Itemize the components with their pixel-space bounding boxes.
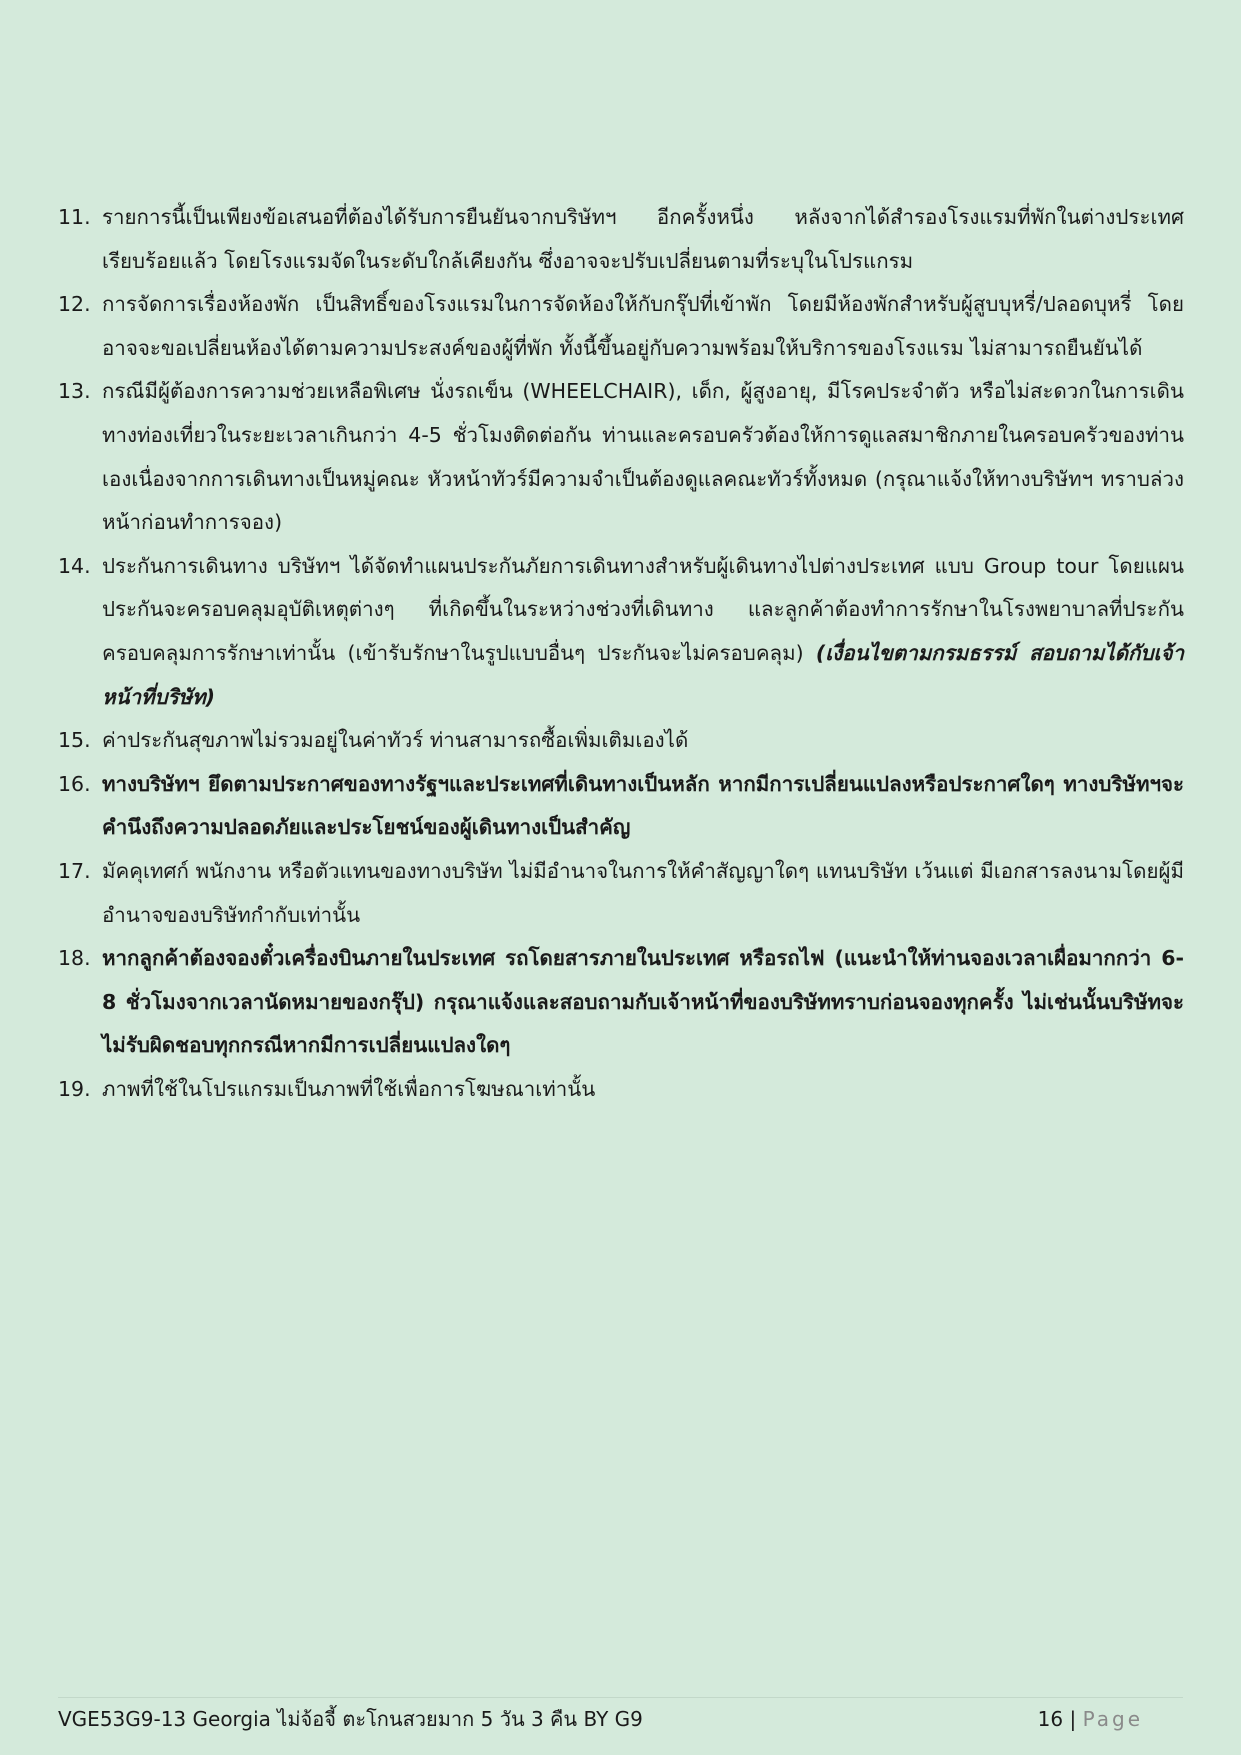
term-number: 19. [58, 1076, 91, 1101]
term-number: 14. [58, 553, 91, 578]
page-separator: | [1063, 1707, 1083, 1731]
term-item-17 [58, 850, 1184, 937]
footer-page-indicator [1038, 1703, 1143, 1735]
term-text: หากลูกค้าต้องจองตั๋วเครื่องบินภายในประเทศ รถโดยสารภายในประเทศ หรือรถไฟ (แนะนำให้ท่านจองเวลาเผื่อมากกว่า 6-8 ชั่วโมงจากเวลานัดหมายของกรุ๊ป) กรุณาแจ้งและสอบถามกับเจ้าหน้าที่ของบริษัททราบก่อนจองทุกครั้ง ไม่เช่นนั้นบริษัทจะไม่รับผิดชอบทุกกรณีหากมีการเปลี่ยนแปลงใดๆ [102, 946, 1184, 1058]
footer-document-title: VGE53G9-13 Georgia ไม่จ้อจี้ ตะโกนสวยมาก 5 วัน 3 คืน BY G9 [58, 1707, 643, 1731]
term-number: 16. [58, 771, 91, 796]
term-text: รายการนี้เป็นเพียงข้อเสนอที่ต้องได้รับการยืนยันจากบริษัทฯ อีกครั้งหนึ่ง หลังจากได้สำรองโรงแรมที่พักในต่างประเทศเรียบร้อยแล้ว โดยโรงแรมจัดในระดับใกล้เคียงกัน ซึ่งอาจจะปรับเปลี่ยนตามที่ระบุในโปรแกรม [102, 205, 1184, 273]
term-item-16 [58, 763, 1184, 850]
terms-list [58, 196, 1184, 1111]
term-item-15 [58, 719, 1184, 763]
page-number: 16 [1037, 1707, 1064, 1731]
term-text: ทางบริษัทฯ ยึดตามประกาศของทางรัฐฯและประเทศที่เดินทางเป็นหลัก หากมีการเปลี่ยนแปลงหรือประกาศใดๆ ทางบริษัทฯจะคำนึงถึงความปลอดภัยและประโยชน์ของผู้เดินทางเป็นสำคัญ [102, 771, 1184, 840]
term-number: 18. [58, 946, 91, 971]
page-word: Page [1082, 1707, 1143, 1731]
term-number: 11. [58, 205, 91, 229]
term-item-12 [58, 283, 1184, 370]
term-number: 13. [58, 379, 91, 404]
term-item-18 [58, 937, 1184, 1068]
term-item-19 [58, 1068, 1184, 1112]
term-item-14 [58, 545, 1184, 719]
term-number: 15. [58, 728, 91, 753]
term-text: การจัดการเรื่องห้องพัก เป็นสิทธิ์ของโรงแรมในการจัดห้องให้กับกรุ๊ปที่เข้าพัก โดยมีห้องพักสำหรับผู้สูบบุหรี่/ปลอดบุหรี่ โดยอาจจะขอเปลี่ยนห้องได้ตามความประสงค์ของผู้ที่พัก ทั้งนี้ขึ้นอยู่กับความพร้อมให้บริการของโรงแรม ไม่สามารถยืนยันได้ [102, 292, 1184, 360]
footer-divider [58, 1697, 1183, 1698]
term-text: กรณีมีผู้ต้องการความช่วยเหลือพิเศษ นั่งรถเข็น (WHEELCHAIR), เด็ก, ผู้สูงอายุ, มีโรคประจำตัว หรือไม่สะดวกในการเดินทางท่องเที่ยวในระยะเวลาเกินกว่า 4-5 ชั่วโมงติดต่อกัน ท่านและครอบครัวต้องให้การดูแลสมาชิกภายในครอบครัวของท่านเองเนื่องจากการเดินทางเป็นหมู่คณะ หัวหน้าทัวร์มีความจำเป็นต้องดูแลคณะทัวร์ทั้งหมด (กรุณาแจ้งให้ทางบริษัทฯ ทราบล่วงหน้าก่อนทำการจอง) [102, 379, 1184, 535]
term-number: 17. [58, 858, 91, 883]
term-text: มัคคุเทศก์ พนักงาน หรือตัวแทนของทางบริษัท ไม่มีอำนาจในการให้คำสัญญาใดๆ แทนบริษัท เว้นแต่ มีเอกสารลงนามโดยผู้มีอำนาจของบริษัทกำกับเท่านั้น [102, 858, 1184, 927]
term-item-13 [58, 370, 1184, 544]
term-text: ภาพที่ใช้ในโปรแกรมเป็นภาพที่ใช้เพื่อการโฆษณาเท่านั้น [102, 1076, 596, 1101]
term-emphasis: (เงื่อนไขตามกรมธรรม์ สอบถามได้กับเจ้าหน้าที่บริษัท) [102, 640, 1184, 709]
term-number: 12. [58, 292, 91, 317]
term-item-11 [58, 196, 1184, 283]
term-text-container [102, 545, 1184, 719]
term-text: ประกันการเดินทาง บริษัทฯ ได้จัดทำแผนประกันภัยการเดินทางสำหรับผู้เดินทางไปต่างประเทศ แบบ Group tour โดยแผนประกันจะครอบคลุมอุบัติเหตุต่างๆ ที่เกิดขึ้นในระหว่างช่วงที่เดินทาง และลูกค้าต้องทำการรักษาในโรงพยาบาลที่ประกันครอบคลุมการรักษาเท่านั้น (เข้ารับรักษาในรูปแบบอื่นๆ ประกันจะไม่ครอบคลุม) [102, 553, 1184, 665]
term-text: ค่าประกันสุขภาพไม่รวมอยู่ในค่าทัวร์ ท่านสามารถซื้อเพิ่มเติมเองได้ [102, 728, 689, 753]
